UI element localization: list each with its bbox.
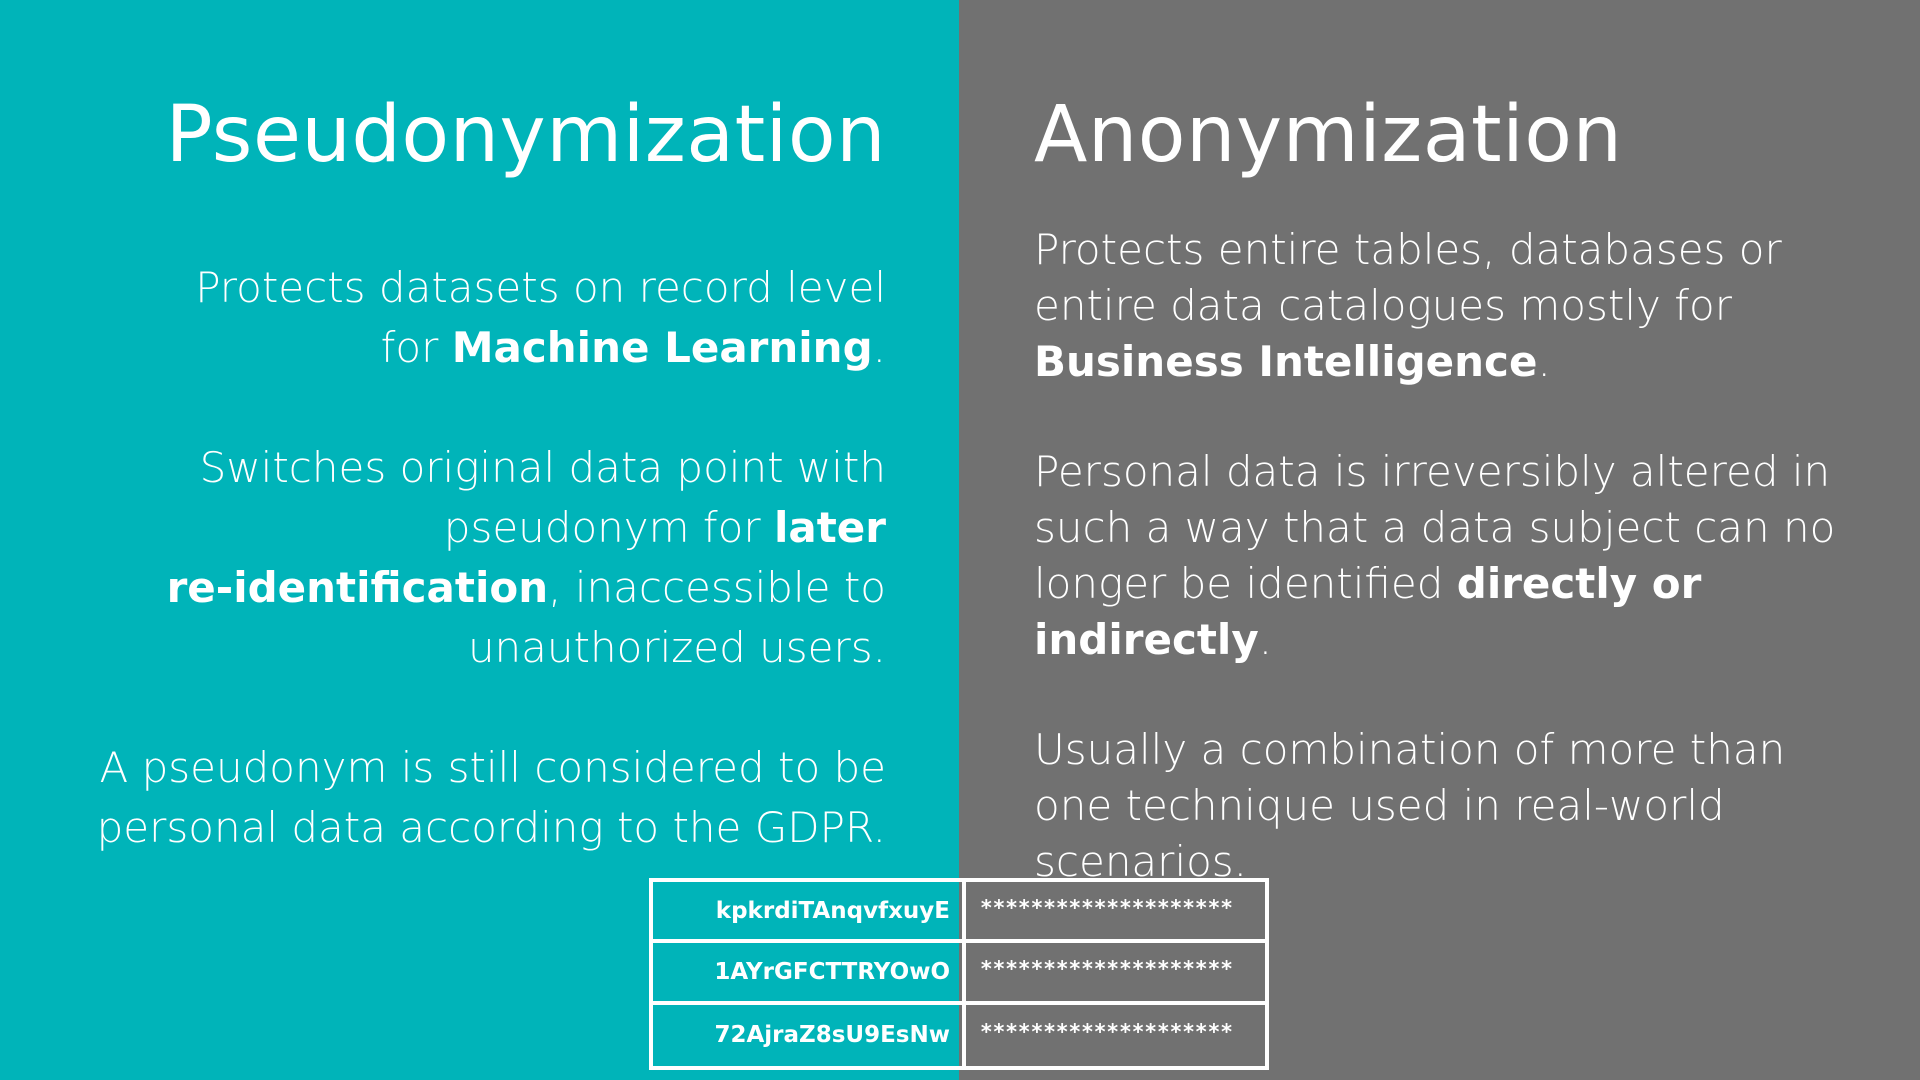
p1-pre: for — [380, 323, 452, 372]
pseudonymization-paragraph-3: A pseudonym is still considered to be personal data according to the GDPR. — [96, 743, 886, 852]
r-p2-bold: directly or indirectly — [1034, 559, 1702, 664]
masked-cell: ******************** — [980, 895, 1233, 920]
table-row — [653, 943, 1265, 1004]
p2-line1: Switches original data point with — [199, 443, 886, 492]
table-row — [653, 882, 1265, 943]
r-p1-text: Protects entire tables, databases or entire data catalogues mostly for — [1034, 225, 1782, 330]
p1-post: . — [872, 323, 886, 372]
r-p1-bold: Business Intelligence — [1034, 337, 1538, 386]
pseudonym-cell: 1AYrGFCTTRYOwO — [653, 943, 966, 1000]
p2-bold-reidentification: re-identification — [166, 563, 549, 612]
masked-cell: ******************** — [980, 956, 1233, 981]
pseudonym-cell: kpkrdiTAnqvfxuyE — [653, 882, 966, 939]
anonymization-paragraph-2 — [1034, 444, 1874, 668]
p2-post: , inaccessible to unauthorized users. — [467, 563, 886, 672]
r-p2-post: . — [1258, 615, 1273, 664]
pseudonymization-paragraph-1 — [36, 258, 886, 378]
table-row — [653, 1005, 1265, 1066]
p1-bold: Machine Learning — [451, 323, 873, 372]
p2-bold-later: later — [773, 503, 886, 552]
anonymization-title: Anonymization — [1034, 90, 1623, 180]
r-p1-post: . — [1537, 337, 1551, 386]
pseudonym-table — [649, 878, 1269, 1070]
pseudonymization-title: Pseudonymization — [165, 90, 886, 180]
pseudonym-cell: 72AjraZ8sU9EsNw — [653, 1005, 966, 1066]
anonymization-paragraph-1 — [1034, 222, 1874, 390]
p1-line1: Protects datasets on record level — [195, 263, 886, 312]
r-p2-text: Personal data is irreversibly altered in such a way that a data subject can no longer be identified — [1034, 447, 1836, 608]
pseudonymization-paragraph-2 — [36, 438, 886, 678]
p2-pre: pseudonym for — [443, 503, 774, 552]
anonymization-paragraph-3: Usually a combination of more than one technique used in real-world scenarios. — [1034, 725, 1786, 886]
masked-cell: ******************** — [980, 1020, 1233, 1045]
